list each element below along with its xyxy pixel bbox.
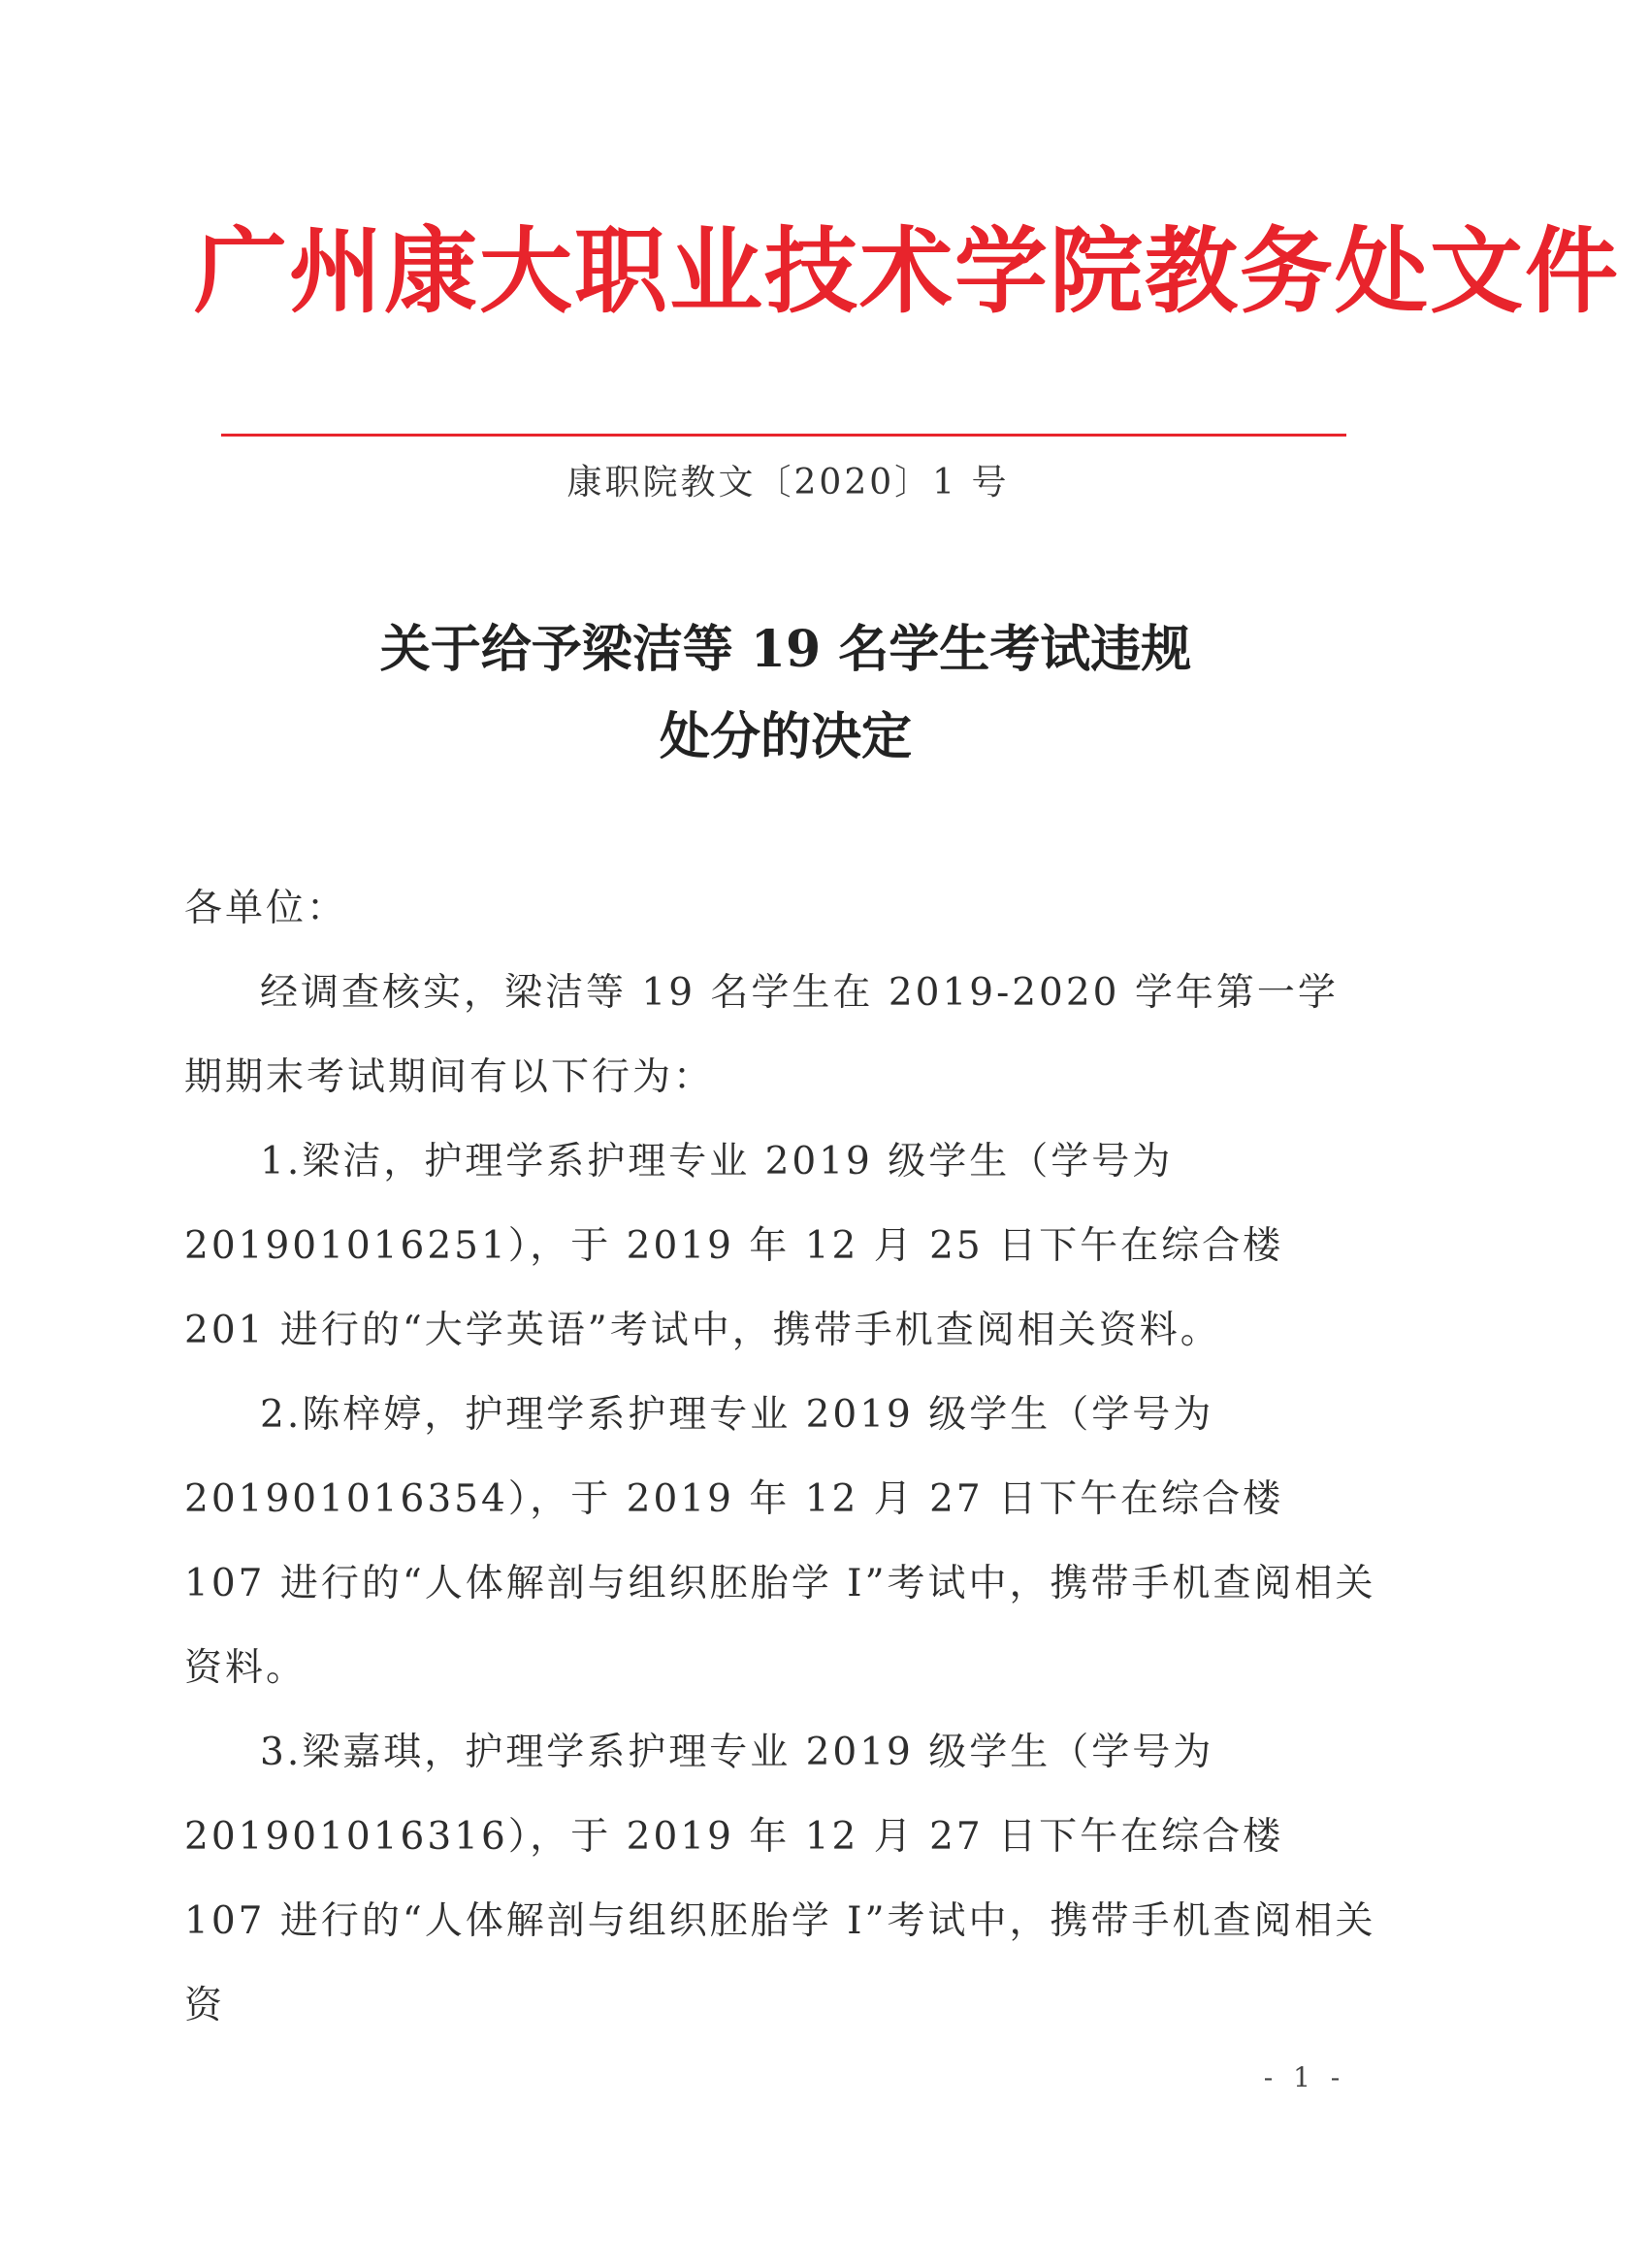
document-title [242, 606, 1329, 781]
red-divider-line [221, 434, 1346, 437]
intro-paragraph: 经调查核实，梁洁等 19 名学生在 2019-2020 学年第一学期期末考试期间有以下行为： [184, 971, 1339, 1099]
list-item: 2.陈梓婷，护理学系护理专业 2019 级学生（学号为 201901016354），于 2019 年 12 月 27 日下午在综合楼 107 进行的“人体解剖与组织胚胎学 I”考试中，携带手机查阅相关资料。 [184, 1393, 1376, 1690]
list-item: 3.梁嘉琪，护理学系护理专业 2019 级学生（学号为 201901016316），于 2019 年 12 月 27 日下午在综合楼 107 进行的“人体解剖与组织胚胎学 I”考试中，携带手机查阅相关资 [184, 1731, 1376, 2027]
document-body [184, 866, 1377, 2048]
list-item: 1.梁洁，护理学系护理专业 2019 级学生（学号为 201901016251），于 2019 年 12 月 25 日下午在综合楼 201 进行的“大学英语”考试中，携带手机查阅相关资料。 [184, 1140, 1284, 1352]
salutation: 各单位： [184, 887, 348, 930]
document-number: 康职院教文〔2020〕1 号 [566, 463, 1010, 502]
issuing-office-title: 广州康大职业技术学院教务处文件 [194, 216, 1620, 326]
document-title-line-2: 处分的决定 [659, 707, 912, 766]
page-number: - 1 - [1263, 2061, 1346, 2093]
document-title-line-1: 关于给予梁洁等 19 名学生考试违规 [379, 620, 1192, 679]
